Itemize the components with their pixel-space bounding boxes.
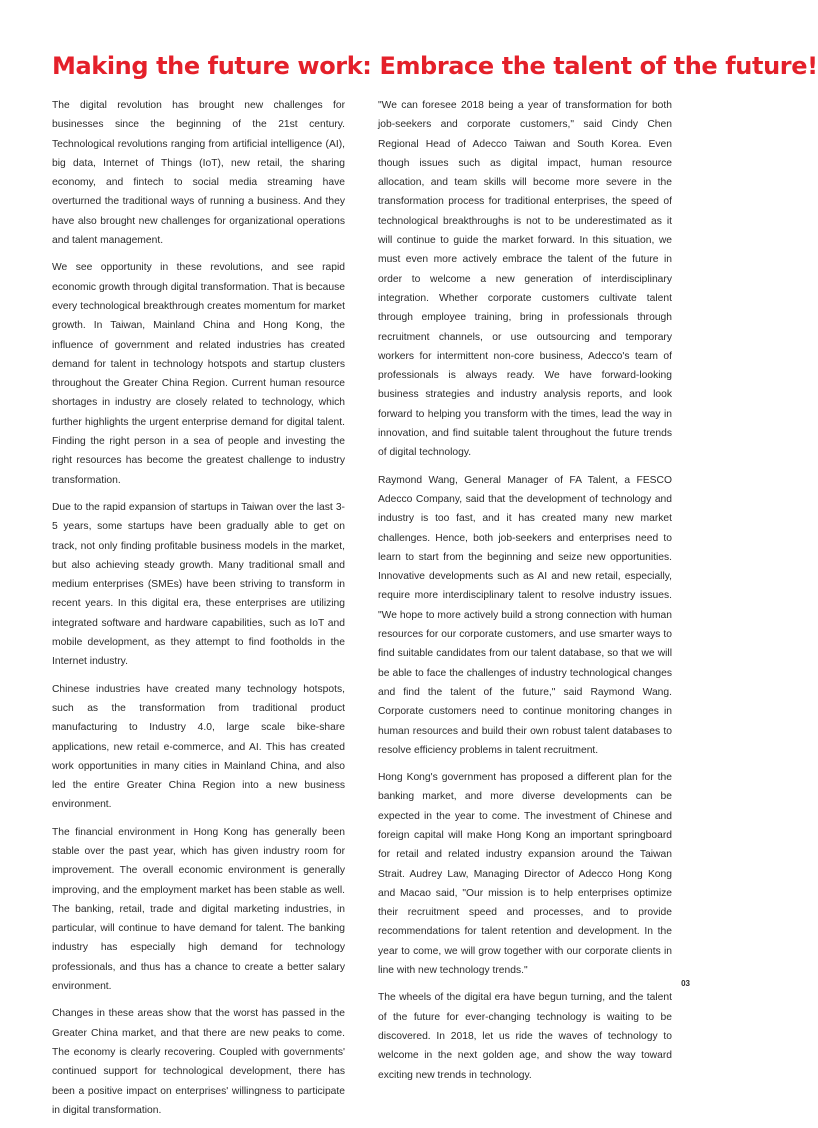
- paragraph: The digital revolution has brought new challenges for businesses since the beginning of the 21st century. Technological revolutions ranging from artificial intelligence (AI), big data, Internet of Things (IoT), new retail, the sharing economy, and fintech to social media streaming have overturned the traditional ways of running a business. And they have also brought new challenges for organizational operations and talent management.: [52, 100, 345, 247]
- paragraph: Chinese industries have created many technology hotspots, such as the transformation from traditional product manufacturing to Industry 4.0, large scale bike-share applications, new retail e-commerce, and AI. This has created work opportunities in many cities in Mainland China, and also led the entire Greater China Region into a new business environment.: [52, 683, 345, 811]
- paragraph: "We can foresee 2018 being a year of transformation for both job-seekers and corporate customers," said Cindy Chen Regional Head of Adecco Taiwan and South Korea. Even though issues such as digital impact, human resource allocation, and team skills will become more severe in the transformation process for traditional enterprises, the speed of technological breakthroughs is not to be underestimated as it will continue to guide the market forward. In this situation, we must even more actively embrace the talent of the future in order to welcome a new generation of interdisciplinary integration. Whether corporate customers cultivate talent through employee training, bring in professionals through recruitment channels, or use outsourcing and temporary workers for intermittent non-core business, Adecco's team of professionals is always ready. We have forward-looking business strategies and industry analysis reports, and look forward to helping you transform with the times, lead the way in innovation, and find suitable talent throughout the future trends of digital technology.: [378, 100, 672, 459]
- paragraph: The financial environment in Hong Kong has generally been stable over the past year, which has given industry room for improvement. The overall economic environment is generally improving, and the employment market has been stable as well. The banking, retail, trade and digital marketing industries, in particular, will continue to have demand for talent. The banking industry has especially high demand for technology professionals, and thus has a chance to create a better salary environment.: [52, 826, 345, 993]
- paragraph: Due to the rapid expansion of startups in Taiwan over the last 3-5 years, some startups have been gradually able to get on track, not only finding profitable business models in the market, but also achieving steady growth. Many traditional small and medium enterprises (SMEs) have been striving to transform in recent years. In this digital era, these enterprises are utilizing integrated software and hardware capabilities, such as IoT and mobile development, as they attempt to find footholds in the Internet industry.: [52, 501, 345, 668]
- paragraph: Raymond Wang, General Manager of FA Talent, a FESCO Adecco Company, said that the development of technology and industry is too fast, and it has created many new market challenges. Hence, both job-seekers and enterprises need to learn to start from the beginning and seize new opportunities. Innovative developments such as AI and new retail, especially, require more interdisciplinary talent to resolve industry issues. "We hope to more actively build a strong connection with human resources for our corporate customers, and use smarter ways to find suitable candidates from our talent database, so that we will be able to face the challenges of industry technological changes and find the talent of the future," said Raymond Wang. Corporate customers need to continue monitoring changes in human resources and build their own robust talent databases to resolve efficiency problems in talent recruitment.: [378, 474, 672, 756]
- page-title: Making the future work: Embrace the talent of the future!: [52, 52, 818, 80]
- page-number: 03: [681, 979, 690, 988]
- paragraph: Hong Kong's government has proposed a different plan for the banking market, and more diverse developments can be expected in the year to come. The investment of Chinese and foreign capital will make Hong Kong an important springboard for retail and related industry expansion around the Taiwan Strait. Audrey Law, Managing Director of Adecco Hong Kong and Macao said, "Our mission is to help enterprises optimize their recruitment speed and processes, and to provide recommendations for talent retention and development. In the year to come, we will grow together with our corporate clients in line with new technology trends.": [378, 772, 672, 977]
- paragraph: Changes in these areas show that the worst has passed in the Greater China market, and that there are new peaks to come. The economy is clearly recovering. Coupled with governments' continued support for technological development, there has been a positive impact on enterprises' willingness to participate in digital transformation.: [52, 1008, 345, 1116]
- left-column: [52, 96, 345, 1128]
- right-column: [378, 96, 672, 1093]
- paragraph: The wheels of the digital era have begun turning, and the talent of the future for ever-changing technology is waiting to be discovered. In 2018, let us ride the waves of technology to welcome in the next golden age, and show the way toward exciting new trends in technology.: [378, 992, 672, 1081]
- paragraph: We see opportunity in these revolutions, and see rapid economic growth through digital transformation. That is because every technological breakthrough creates momentum for market growth. In Taiwan, Mainland China and Hong Kong, the influence of government and related industries has created demand for talent in technology hotspots and startup clusters throughout the Greater China Region. Current human resource shortages in industry are closely related to technology, which further highlights the urgent enterprise demand for digital talent. Finding the right person in a sea of people and investing the right resources has become the greatest challenge to industry transformation.: [52, 262, 345, 486]
